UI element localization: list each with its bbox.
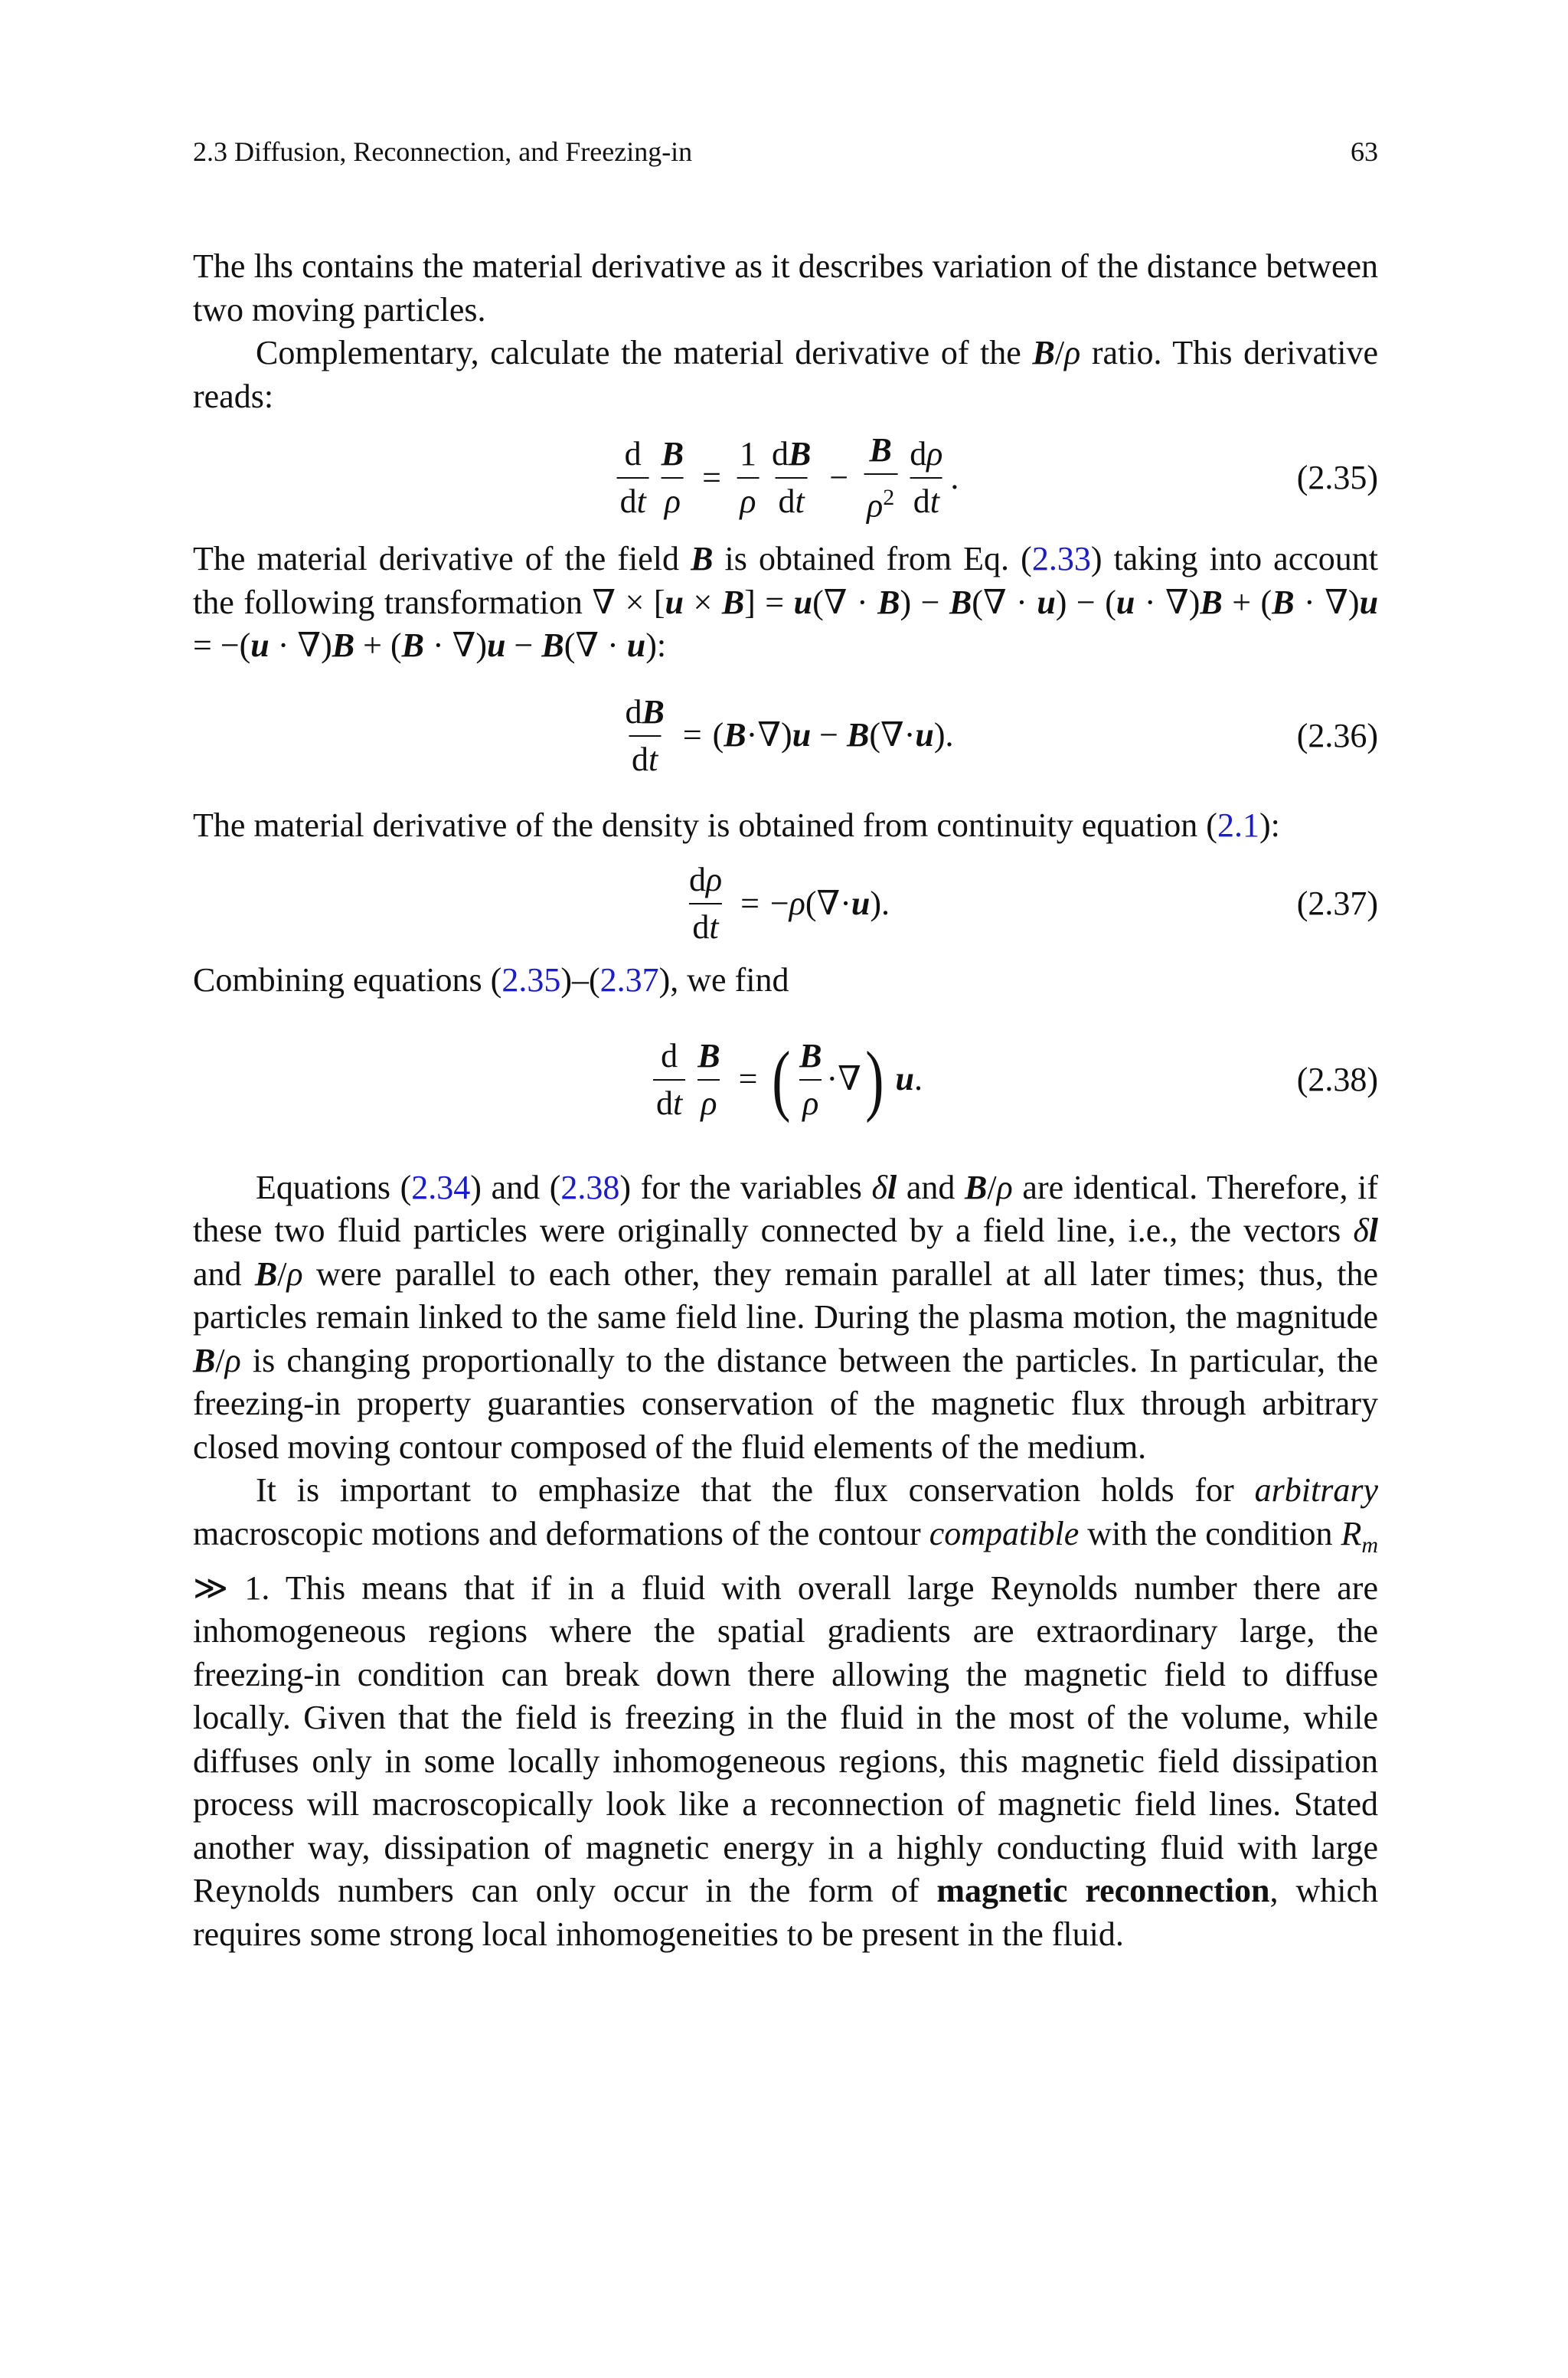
paragraph-combining: Combining equations (2.35)–(2.37), we find [193,961,789,999]
ref-eq-2-1[interactable]: 2.1 [1217,806,1259,844]
equation-2-36: $\frac{dB}{dt}$ = (B·∇)u − B(∇·u). (2.36) [625,692,1378,778]
equation-number: (2.35) [1296,458,1378,496]
section-title: 2.3 Diffusion, Reconnection, and Freezing-in [193,136,693,167]
equation-2-35: $\frac{d}{dt}$ $\frac{B}{\rho}$ = $\frac{1}{\rho}$ $\frac{dB}{dt}$ − $\frac{B}{\rho^2}$ $\frac{d\rho}{dt}$ . (2.35) [193,424,1378,532]
paragraph-flux-conservation: It is important to emphasize that the flux conservation holds for arbitrary macroscopic motions and deformations of the contour compatible with the condition $R_m$ ≫ 1. This means that if in a fluid with overall large Reynolds number there are inhomogeneous regions where the spatial gradients are extraordinary large, the freezing-in condition can break down there allowing the magnetic field to diffuse locally. Given that the field is freezing in the fluid in the most of the volume, while diffuses only in some locally inhomogeneous regions, this magnetic field dissipation process will macroscopically look like a reconnection of magnetic field lines. Stated another way, dissipation of magnetic energy in a highly conducting fluid with large Reynolds numbers can only occur in the form of magnetic reconnection, which requires some strong local inhomogeneities to be present in the fluid. [193,1471,1379,1953]
paragraph-lhs: The lhs contains the material derivative as it describes variation of the distance between two moving particles. [193,247,1378,329]
equation-2-38: $\frac{d}{dt}$ $\frac{B}{\rho}$ = ( $\frac{B}{\rho}$ ·∇ ) u. (2.38) [193,1015,1378,1145]
paragraph-field-derivative: The material derivative of the field B is obtained from Eq. (2.33) taking into account the following transformation ∇ × [u × B] = u(∇ · B) − B(∇ · u) − (u · ∇)B + (B · ∇)u = −(u · ∇)B + (B · ∇)u − B(∇ · u): [193,540,1379,664]
equation-number: (2.36) [1296,716,1378,754]
bold-term: magnetic reconnection [936,1872,1270,1910]
paragraph-complementary: Complementary, calculate the material derivative of the B/ρ ratio. This derivative reads: [193,334,1379,415]
ref-eq-2-38[interactable]: 2.38 [560,1168,620,1206]
ref-eq-2-33[interactable]: 2.33 [1031,540,1091,577]
ref-eq-2-35[interactable]: 2.35 [501,961,561,999]
equation-number: (2.37) [1296,884,1378,922]
paragraph-density: The material derivative of the density is obtained from continuity equation (2.1): [193,806,1280,844]
ref-eq-2-37[interactable]: 2.37 [599,961,659,999]
equation-2-37: $\frac{d\rho}{dt}$ = −ρ(∇·u). (2.37) [688,861,1378,946]
ref-eq-2-34[interactable]: 2.34 [411,1168,471,1206]
main-text [193,245,1378,1956]
page-number: 63 [1351,136,1378,167]
paragraph-identical: Equations (2.34) and (2.38) for the variables δl and B/ρ are identical. Therefore, if these two fluid particles were originally connected by a field line, i.e., the vectors δl and B/ρ were parallel to each other, they remain parallel at all later times; thus, the particles remain linked to the same field line. During the plasma motion, the magnitude B/ρ is changing proportionally to the distance between the particles. In particular, the freezing-in property guaranties conservation of the magnetic flux through arbitrary closed moving contour composed of the fluid elements of the medium. [193,1168,1379,1466]
equation-number: (2.38) [1296,1060,1378,1098]
